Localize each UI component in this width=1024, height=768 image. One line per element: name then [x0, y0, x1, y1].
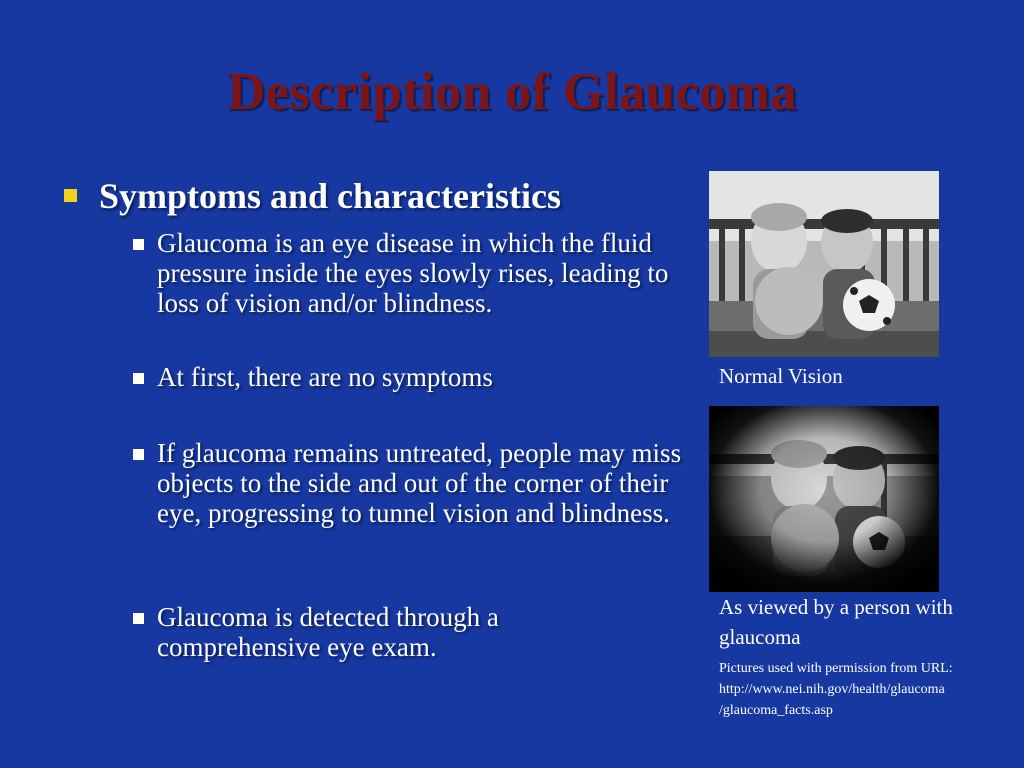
credit-line: Pictures used with permission from URL: — [719, 661, 953, 676]
sub-bullet-text: If glaucoma remains untreated, people may miss objects to the side and out of the corner of their eye, progressing to tunnel vision and blindness. — [157, 438, 682, 528]
main-bullet — [64, 175, 561, 217]
glaucoma-vision-photo — [709, 406, 939, 592]
sub-bullet-1 — [133, 228, 693, 318]
sub-bullet-2 — [133, 362, 693, 392]
sub-bullet-text: Glaucoma is detected through a comprehensive eye exam. — [157, 602, 499, 662]
square-bullet-icon — [133, 373, 144, 384]
square-bullet-icon — [133, 613, 144, 624]
credit-url-line: /glaucoma_facts.asp — [719, 703, 833, 718]
glaucoma-vision-caption: As viewed by a person with glaucoma — [719, 595, 953, 649]
sub-bullet-4 — [133, 602, 693, 662]
square-bullet-icon — [133, 239, 144, 250]
slide-title: Description of Glaucoma — [227, 63, 797, 121]
sub-bullet-3 — [133, 438, 693, 528]
image-credit — [719, 658, 953, 721]
yellow-square-bullet-icon — [64, 189, 77, 202]
square-bullet-icon — [133, 449, 144, 460]
credit-url-line: http://www.nei.nih.gov/health/glaucoma — [719, 682, 945, 697]
normal-vision-caption: Normal Vision — [719, 364, 843, 388]
sub-bullet-text: At first, there are no symptoms — [157, 362, 493, 392]
sub-bullet-text: Glaucoma is an eye disease in which the fluid pressure inside the eyes slowly rises, leading to loss of vision and/or blindness. — [157, 228, 669, 318]
main-bullet-text: Symptoms and characteristics — [99, 176, 561, 216]
normal-vision-photo — [709, 171, 939, 357]
